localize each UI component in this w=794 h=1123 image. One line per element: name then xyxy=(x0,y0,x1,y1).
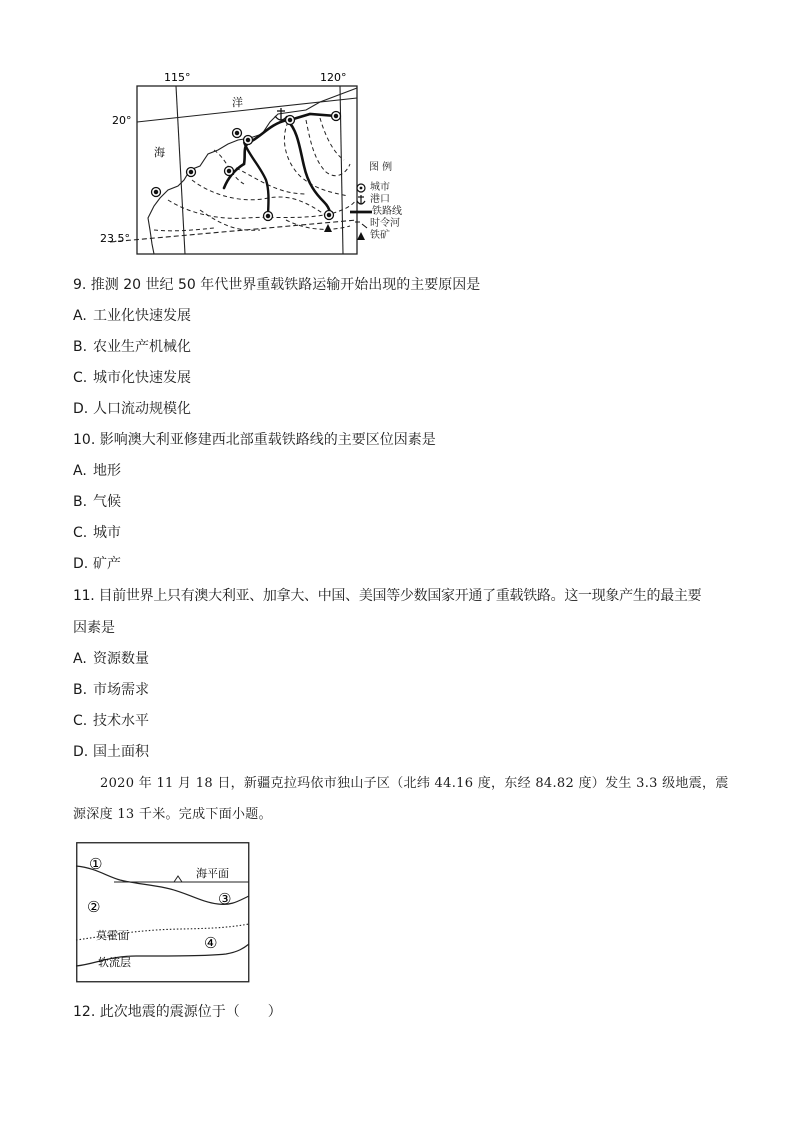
option-text: 城市 xyxy=(93,525,121,541)
railway-line-icon xyxy=(350,206,372,218)
q9-option-b[interactable] xyxy=(73,338,191,356)
layer-label-1: ① xyxy=(89,855,103,873)
option-letter: A. xyxy=(73,308,87,324)
option-letter: D. xyxy=(73,401,89,417)
legend-label-mine: 铁矿 xyxy=(370,229,390,241)
earth-layers-diagram xyxy=(76,842,251,984)
option-letter: D. xyxy=(73,744,89,760)
lon-120-label: 120° xyxy=(320,71,347,84)
option-letter: C. xyxy=(73,713,88,729)
option-text: 国土面积 xyxy=(93,744,149,760)
q11-option-c[interactable] xyxy=(73,712,149,730)
meridian-120 xyxy=(340,86,343,254)
legend-item-mine xyxy=(355,230,402,242)
q11-option-b[interactable] xyxy=(73,681,149,699)
parallel-20 xyxy=(137,98,357,122)
option-letter: B. xyxy=(73,339,88,355)
city-icon xyxy=(355,182,367,194)
map-frame xyxy=(137,86,357,254)
q10-option-c[interactable] xyxy=(73,524,121,542)
option-text: 农业生产机械化 xyxy=(93,339,191,355)
ocean-label-yang: 洋 xyxy=(232,96,243,109)
mountain-mark xyxy=(174,876,182,882)
q9-option-c[interactable] xyxy=(73,369,191,387)
lat-20-label: 20° xyxy=(112,114,132,127)
lat-23-5-label: 23.5° xyxy=(100,232,130,245)
q10-option-b[interactable] xyxy=(73,493,121,511)
passage-line-1: 2020 年 11 月 18 日，新疆克拉玛依市独山子区（北纬 44.16 度，东经 84.82 度）发生 3.3 级地震，震 xyxy=(100,776,729,791)
legend-item-railway xyxy=(355,206,402,218)
option-letter: D. xyxy=(73,556,89,572)
option-text: 资源数量 xyxy=(93,651,149,667)
q11-option-d[interactable] xyxy=(73,743,149,761)
moho-label: 莫霍面 xyxy=(96,929,129,942)
legend-label-port: 港口 xyxy=(370,193,390,205)
option-text: 工业化快速发展 xyxy=(93,308,191,324)
ocean-label-hai: 海 xyxy=(154,146,165,159)
option-text: 地形 xyxy=(93,463,121,479)
option-text: 矿产 xyxy=(93,556,121,572)
port-anchor-icon xyxy=(355,194,367,206)
iron-mine-icon xyxy=(355,230,367,242)
option-text: 气候 xyxy=(93,494,121,510)
lon-115-label: 115° xyxy=(164,71,191,84)
legend-item-port xyxy=(355,194,402,206)
question-12-stem: 12. 此次地震的震源位于（ ） xyxy=(73,1004,282,1020)
option-text: 人口流动规模化 xyxy=(93,401,191,417)
railway-lines xyxy=(224,114,336,216)
q9-option-a[interactable] xyxy=(73,307,191,325)
layer-label-3: ③ xyxy=(218,890,232,908)
option-text: 城市化快速发展 xyxy=(93,370,191,386)
q10-option-a[interactable] xyxy=(73,462,121,480)
sea-level-label: 海平面 xyxy=(196,867,229,880)
asthenosphere-label: 软流层 xyxy=(98,956,131,969)
legend-label-city: 城市 xyxy=(370,181,390,193)
passage-line-2: 源深度 13 千米。完成下面小题。 xyxy=(73,807,272,822)
question-9-stem: 9. 推测 20 世纪 50 年代世界重载铁路运输开始出现的主要原因是 xyxy=(73,277,481,293)
option-letter: A. xyxy=(73,651,87,667)
q10-option-d[interactable] xyxy=(73,555,121,573)
option-text: 技术水平 xyxy=(93,713,149,729)
railway-map xyxy=(100,70,370,260)
q11-option-a[interactable] xyxy=(73,650,149,668)
map-legend xyxy=(355,162,402,242)
option-letter: C. xyxy=(73,370,88,386)
question-10-stem: 10. 影响澳大利亚修建西北部重载铁路线的主要区位因素是 xyxy=(73,432,436,448)
meridian-115 xyxy=(176,86,185,254)
option-letter: B. xyxy=(73,682,88,698)
question-11-stem-line1: 11. 目前世界上只有澳大利亚、加拿大、中国、美国等少数国家开通了重载铁路。这一现象产生的最主要 xyxy=(73,588,702,604)
layer-label-2: ② xyxy=(87,898,101,916)
question-11-stem-line2: 因素是 xyxy=(73,620,115,636)
legend-label-railway: 铁路线 xyxy=(372,205,402,217)
parallel-23-5 xyxy=(110,220,357,242)
legend-item-river xyxy=(355,218,402,230)
option-text: 市场需求 xyxy=(93,682,149,698)
layer-label-4: ④ xyxy=(204,934,218,952)
option-letter: C. xyxy=(73,525,88,541)
port-anchor-icon xyxy=(275,108,287,120)
option-letter: A. xyxy=(73,463,87,479)
seasonal-river-icon xyxy=(355,218,367,230)
option-letter: B. xyxy=(73,494,88,510)
legend-label-river: 时令河 xyxy=(370,217,400,229)
q9-option-d[interactable] xyxy=(73,400,191,418)
legend-item-city xyxy=(355,182,402,194)
legend-title: 图 例 xyxy=(369,162,393,173)
iron-mine-icon xyxy=(324,224,332,232)
